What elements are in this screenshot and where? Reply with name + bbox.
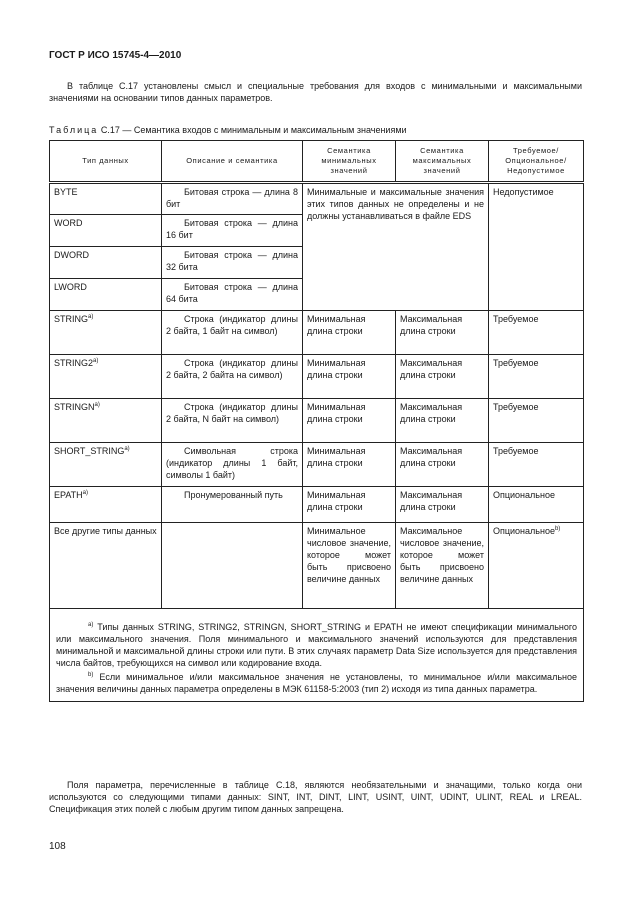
cell-type: Все другие типы данных (50, 523, 162, 609)
cell-min: Минимальная длина строки (303, 399, 396, 443)
cell-desc: Битовая строка — длина 32 бита (162, 247, 303, 279)
cell-desc: Битовая строка — длина 64 бита (162, 279, 303, 311)
table-row (50, 311, 584, 355)
col-header-min: Семантика минимальных значений (303, 141, 396, 183)
footnote-row (50, 609, 584, 702)
cell-min: Минимальная длина строки (303, 355, 396, 399)
cell-type: STRING$^{a)}$ (50, 311, 162, 355)
cell-max: Максимальная длина строки (396, 311, 489, 355)
cell-desc: Символьная строка (индикатор длины 1 байт, символы 1 байт) (162, 443, 303, 487)
table-row (50, 355, 584, 399)
cell-type: SHORT_STRING$^{a)}$ (50, 443, 162, 487)
cell-max: Максимальная длина строки (396, 355, 489, 399)
col-header-req: Требуемое/ Опциональное/ Недопустимое (489, 141, 584, 183)
footnote-ref: a) (94, 402, 100, 408)
table-row (50, 487, 584, 523)
cell-type: STRING2$^{a)}$ (50, 355, 162, 399)
col-header-type: Тип данных (50, 141, 162, 183)
footnote-ref: a) (93, 358, 99, 364)
cell-min: Минимальная длина строки (303, 311, 396, 355)
cell-type: DWORD (50, 247, 162, 279)
cell-min: Минимальная длина строки (303, 443, 396, 487)
footnotes (50, 609, 584, 702)
caption-title: — Семантика входов с минимальным и максимальным значениями (122, 125, 407, 135)
table-row (50, 443, 584, 487)
document-header: ГОСТ Р ИСО 15745-4—2010 (49, 50, 182, 61)
cell-desc: Битовая строка — длина 16 бит (162, 215, 303, 247)
intro-paragraph: В таблице С.17 установлены смысл и специальные требования для входов с минимальными и максимальными значениями на основании типов данных параметров. (49, 81, 582, 103)
table-row (50, 183, 584, 215)
cell-req: Требуемое (489, 311, 584, 355)
col-header-desc: Описание и семантика (162, 141, 303, 183)
cell-max: Максимальное числовое значение, которое может быть присвоено величине данных (396, 523, 489, 609)
cell-desc: Строка (индикатор длины 2 байта, N байт на символ) (162, 399, 303, 443)
cell-max: Максимальная длина строки (396, 399, 489, 443)
cell-type: WORD (50, 215, 162, 247)
cell-desc: Строка (индикатор длины 2 байта, 2 байта на символ) (162, 355, 303, 399)
col-header-max: Семантика максимальных значений (396, 141, 489, 183)
footnote: $^{a)}$ Типы данных STRING, STRING2, STRINGN, SHORT_STRING и EPATH не имеют спецификации минимального или максимального значения. Поля минимального и максимального значений используются для представления минимальной и максимальной длины строки или пути. В этих случаях параметр Data Size используется для представления числа байтов, требующихся на символ или кодирование входа. (56, 622, 577, 668)
cell-max: Максимальная длина строки (396, 487, 489, 523)
cell-req: Требуемое (489, 355, 584, 399)
cell-type: EPATH$^{a)}$ (50, 487, 162, 523)
cell-req: Требуемое (489, 443, 584, 487)
cell-type: BYTE (50, 183, 162, 215)
cell-max: Максимальная длина строки (396, 443, 489, 487)
cell-min: Минимальная длина строки (303, 487, 396, 523)
cell-merged-req: Недопустимое (489, 183, 584, 311)
cell-merged-note: Минимальные и максимальные значения этих типов данных не определены и не должны устанавливаться в файле EDS (303, 183, 489, 311)
table-caption (49, 124, 407, 136)
cell-req: Опциональное (489, 487, 584, 523)
footnote-ref: a) (82, 490, 89, 496)
closing-paragraph: Поля параметра, перечисленные в таблице С.18, являются необязательными и значащими, только когда они используются со следующими типами данных: SINT, INT, DINT, LINT, USINT, UINT, UDINT, ULINT, REAL и LREAL. Спецификация этих полей с любым другим типом данных запрещена. (49, 780, 582, 814)
table-row (50, 399, 584, 443)
cell-min: Минимальное числовое значение, которое может быть присвоено величине данных (303, 523, 396, 609)
cell-req: Опциональное$^{b)}$ (489, 523, 584, 609)
footnote: $^{b)}$ Если минимальное и/или максимальное значения не установлены, то минимальное и/или максимальное значения величины данных параметра определены в МЭК 61158-5:2003 (тип 2) исходя из типа данных параметра. (56, 672, 577, 694)
table-row (50, 523, 584, 609)
cell-type: LWORD (50, 279, 162, 311)
cell-desc: Строка (индикатор длины 2 байта, 1 байт на символ) (162, 311, 303, 355)
semantics-table (49, 140, 584, 702)
page-number: 108 (49, 841, 66, 852)
cell-desc: Битовая строка — длина 8 бит (162, 183, 303, 215)
caption-number: С.17 (100, 125, 120, 135)
cell-desc: Пронумерованный путь (162, 487, 303, 523)
footnote-ref: b) (554, 526, 561, 532)
cell-type: STRINGN$^{a)}$ (50, 399, 162, 443)
caption-prefix: Таблица (49, 125, 99, 135)
footnote-ref: a) (124, 446, 130, 452)
cell-req: Требуемое (489, 399, 584, 443)
footnote-ref: a) (88, 314, 94, 320)
cell-desc (162, 523, 303, 609)
